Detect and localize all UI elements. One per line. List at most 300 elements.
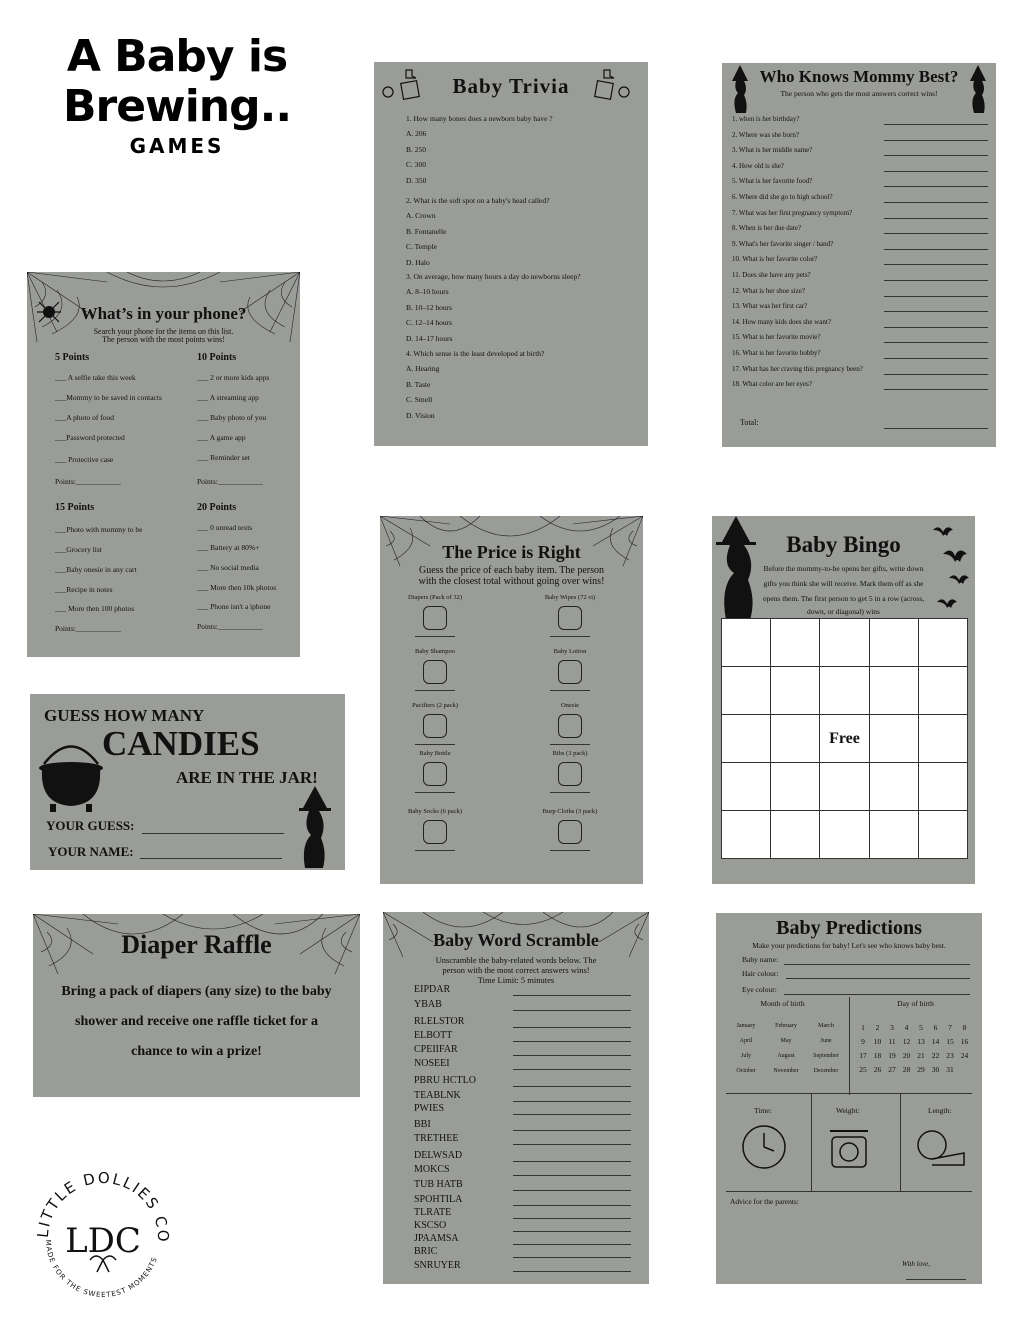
answer-line[interactable] — [884, 327, 988, 328]
logo-bottom-text: MADE FOR THE SWEETEST MOMENTS — [43, 1239, 160, 1300]
scramble-word: BBI — [414, 1119, 431, 1130]
advice-label: Advice for the parents: — [730, 1197, 799, 1206]
answer-line[interactable] — [513, 1027, 631, 1028]
trivia-question: 4. Which sense is the least developed at birth? — [406, 349, 545, 358]
price-item-label: Baby Wipes (72 ct) — [544, 594, 596, 601]
scramble-word: PBRU HCTLO — [414, 1075, 476, 1086]
list-item: ___Photo with mommy to be — [55, 525, 143, 534]
price-item-label: Baby Bottle — [419, 750, 451, 757]
answer-line[interactable] — [884, 264, 988, 265]
baby-name-input[interactable] — [784, 964, 970, 965]
raffle-card — [33, 914, 360, 1097]
list-item: ___ More then 10k photos — [197, 583, 277, 592]
raffle-line-2: shower and receive one raffle ticket for a — [75, 1014, 318, 1029]
mommy-question: 8. When is her due date? — [732, 224, 802, 233]
list-item: ___Mommy to be saved in contacts — [55, 393, 162, 402]
trivia-option[interactable]: C. Smell — [406, 395, 433, 404]
baby-item-icon — [423, 820, 447, 844]
trivia-option[interactable]: A. Hearing — [406, 364, 440, 373]
trivia-option[interactable]: D. Halo — [406, 257, 430, 267]
candies-line1: GUESS HOW MANY — [44, 706, 205, 725]
answer-line[interactable] — [513, 1041, 631, 1042]
day-option[interactable]: 6 — [933, 1023, 938, 1032]
time-label: Time: — [754, 1106, 772, 1115]
list-item: ___ No social media — [197, 563, 259, 572]
baby-item-icon — [558, 762, 582, 786]
scramble-title: Baby Word Scramble — [433, 930, 599, 950]
mommy-title: Who Knows Mommy Best? — [759, 67, 959, 86]
bingo-title: Baby Bingo — [786, 532, 901, 557]
name-input[interactable] — [140, 858, 282, 859]
weight-label: Weight: — [836, 1106, 860, 1115]
answer-line[interactable] — [884, 296, 988, 297]
bingo-card — [712, 516, 975, 884]
scramble-word: TRETHEE — [414, 1133, 459, 1144]
scramble-word: TLRATE — [414, 1207, 452, 1218]
bingo-cell[interactable] — [918, 714, 968, 763]
price-input[interactable] — [550, 744, 590, 745]
phone-group-heading: 15 Points — [55, 502, 95, 513]
mommy-question: 6. Where did she go to high school? — [732, 193, 833, 201]
answer-line[interactable] — [513, 1231, 631, 1232]
trivia-option[interactable]: D. 14–17 hours — [406, 333, 453, 343]
answer-line[interactable] — [513, 1055, 631, 1056]
answer-line[interactable] — [513, 1144, 631, 1145]
day-option[interactable]: 27 — [888, 1065, 896, 1074]
bingo-free-label: Free — [829, 730, 860, 747]
day-option[interactable]: 30 — [931, 1065, 940, 1074]
points-field[interactable]: Points:____________ — [55, 477, 121, 486]
price-item-label: Burp Cloths (3 pack) — [542, 808, 598, 815]
month-option[interactable]: March — [818, 1023, 834, 1029]
price-input[interactable] — [415, 792, 455, 793]
day-option[interactable]: 21 — [917, 1051, 925, 1060]
logo-top-text: LITTLE DOLLIES CO — [33, 1168, 173, 1244]
scramble-word: BRIC — [414, 1246, 438, 1257]
trivia-option[interactable]: B. Fontanelle — [406, 226, 447, 236]
day-option[interactable]: 5 — [919, 1023, 923, 1032]
month-option[interactable]: January — [736, 1023, 756, 1029]
day-option[interactable]: 18 — [873, 1051, 882, 1060]
witch-silhouette-icon — [297, 786, 331, 868]
list-item: ___Password protected — [55, 433, 125, 442]
month-option[interactable]: December — [813, 1068, 839, 1074]
bingo-cell[interactable] — [918, 762, 968, 811]
answer-line[interactable] — [884, 140, 988, 141]
trivia-option[interactable]: D. 350 — [406, 175, 427, 185]
bingo-cell[interactable] — [869, 810, 919, 859]
baby-item-icon — [423, 660, 447, 684]
day-option[interactable]: 4 — [904, 1023, 909, 1032]
baby-item-icon — [423, 762, 447, 786]
bingo-cell[interactable] — [721, 762, 771, 811]
scramble-word: ELBOTT — [414, 1030, 453, 1041]
phone-group-15 — [55, 502, 175, 633]
price-item-label: Baby Shampoo — [415, 648, 455, 655]
price-input[interactable] — [550, 850, 590, 851]
tape-measure-icon — [914, 1123, 970, 1169]
price-input[interactable] — [415, 850, 455, 851]
answer-line[interactable] — [513, 1161, 631, 1162]
phone-subtitle-1: Search your phone for the items on this list. — [93, 327, 234, 336]
logo — [28, 1160, 178, 1310]
answer-line[interactable] — [513, 1086, 631, 1087]
field-label: Baby name: — [742, 955, 779, 964]
points-field[interactable]: Points:____________ — [197, 622, 263, 631]
candies-line3: ARE IN THE JAR! — [176, 768, 318, 787]
mommy-question: 3. What is her middle name? — [732, 146, 813, 155]
answer-line[interactable] — [513, 1190, 631, 1191]
answer-line[interactable] — [513, 1271, 631, 1272]
bingo-cell[interactable] — [721, 714, 771, 763]
answer-line[interactable] — [884, 155, 988, 156]
trivia-option[interactable]: C. Temple — [406, 242, 437, 251]
raffle-title: Diaper Raffle — [121, 930, 272, 959]
answer-line[interactable] — [884, 249, 988, 250]
phone-group-10 — [197, 352, 297, 486]
hair-colour-input[interactable] — [786, 978, 970, 979]
scramble-word: RLELSTOR — [414, 1016, 465, 1027]
answer-line[interactable] — [884, 186, 988, 187]
answer-line[interactable] — [513, 1010, 631, 1011]
logo-seal-icon — [28, 1160, 178, 1310]
day-option[interactable]: 7 — [948, 1023, 952, 1032]
mommy-question: 11. Does she have any pets? — [732, 271, 811, 279]
answer-line[interactable] — [513, 1244, 631, 1245]
bingo-cell[interactable] — [721, 810, 771, 859]
mommy-question: 4. How old is she? — [732, 161, 784, 170]
price-item-label: Onesie — [560, 702, 580, 709]
month-option[interactable]: February — [775, 1023, 797, 1029]
scramble-word: MOKCS — [414, 1164, 450, 1175]
month-option[interactable]: April — [739, 1038, 753, 1044]
mommy-question: 9. What's her favorite singer / band? — [732, 239, 834, 248]
day-option[interactable]: 9 — [861, 1037, 865, 1046]
list-item: ___ Phone isn't a iphone — [197, 602, 271, 611]
mommy-subtitle: The person who gets the most answers correct wins! — [780, 89, 938, 98]
bingo-cell[interactable] — [770, 618, 820, 667]
answer-line[interactable] — [884, 280, 988, 281]
mommy-total: Total: — [740, 418, 759, 427]
price-input[interactable] — [550, 792, 590, 793]
scramble-word: KSCSO — [414, 1220, 447, 1231]
answer-line[interactable] — [884, 202, 988, 203]
trivia-question: 2. What is the soft spot on a baby's head called? — [406, 196, 550, 205]
phone-group-heading: 10 Points — [197, 352, 237, 363]
bingo-cell[interactable] — [819, 618, 869, 667]
answer-line[interactable] — [884, 428, 988, 429]
month-heading: Month of birth — [760, 999, 805, 1008]
price-input[interactable] — [415, 636, 455, 637]
with-love: With love, — [902, 1260, 930, 1268]
scramble-word: PWIES — [414, 1103, 444, 1114]
points-field[interactable]: Points:____________ — [55, 624, 121, 633]
day-option[interactable]: 11 — [888, 1037, 896, 1046]
list-item: ___Baby onesie in any cart — [55, 565, 137, 574]
answer-line[interactable] — [513, 1130, 631, 1131]
trivia-option[interactable]: D. Vision — [406, 410, 435, 420]
answer-line[interactable] — [513, 1101, 631, 1102]
bingo-line-2: gifts you think she will receive. Mark them off as she — [763, 579, 924, 588]
scramble-word: EIPDAR — [414, 984, 451, 995]
trivia-option[interactable]: A. Crown — [406, 211, 436, 220]
scramble-subtitle-1: Unscramble the baby-related words below. The — [435, 955, 597, 965]
trivia-question: 1. How many bones does a newborn baby have ? — [406, 114, 553, 123]
bingo-cell[interactable] — [819, 714, 869, 763]
answer-line[interactable] — [884, 233, 988, 234]
list-item: ___ A selfie take this week — [55, 373, 136, 382]
candies-card — [30, 694, 345, 870]
month-option[interactable]: July — [740, 1053, 751, 1059]
guess-input[interactable] — [142, 833, 284, 834]
length-label: Length: — [928, 1106, 952, 1115]
scramble-word: CPEIIFAR — [414, 1044, 458, 1055]
eye-colour-input[interactable] — [784, 994, 970, 995]
answer-line[interactable] — [513, 1069, 631, 1070]
bingo-grid — [721, 618, 967, 858]
list-item: ___ More then 100 photos — [55, 604, 135, 613]
day-heading: Day of birth — [897, 999, 934, 1008]
month-option[interactable]: October — [736, 1068, 756, 1074]
bingo-cell[interactable] — [721, 666, 771, 715]
bingo-cell[interactable] — [721, 618, 771, 667]
answer-line[interactable] — [884, 311, 988, 312]
baby-item-icon — [423, 714, 447, 738]
scramble-card — [383, 912, 649, 1284]
day-grid — [856, 1023, 976, 1083]
baby-item-icon — [558, 820, 582, 844]
points-field[interactable]: Points:____________ — [197, 477, 263, 486]
price-item-label: Bibs (3 pack) — [552, 750, 588, 757]
price-input[interactable] — [415, 744, 455, 745]
price-input[interactable] — [550, 636, 590, 637]
bingo-cell[interactable] — [869, 762, 919, 811]
bingo-cell[interactable] — [770, 810, 820, 859]
bingo-cell[interactable] — [918, 618, 968, 667]
bingo-cell[interactable] — [918, 810, 968, 859]
trivia-option[interactable]: B. Taste — [406, 379, 431, 389]
price-item-label: Baby Socks (6 pack) — [408, 808, 462, 815]
day-option[interactable]: 20 — [902, 1051, 911, 1060]
scramble-word: TEABLNK — [414, 1090, 461, 1101]
cauldron-icon — [36, 734, 106, 814]
guess-field-label: YOUR GUESS: — [46, 818, 135, 833]
baby-item-icon — [558, 660, 582, 684]
bingo-cell[interactable] — [869, 618, 919, 667]
phone-subtitle-2: The person with the most points wins! — [102, 335, 225, 344]
mommy-question: 12. What is her shoe size? — [732, 286, 805, 295]
bingo-cell[interactable] — [819, 762, 869, 811]
scale-icon — [826, 1123, 872, 1171]
day-option[interactable]: 22 — [931, 1051, 940, 1060]
answer-line[interactable] — [884, 358, 988, 359]
day-option[interactable]: 25 — [859, 1065, 867, 1074]
baby-item-icon — [558, 714, 582, 738]
phone-group-20 — [197, 502, 297, 631]
phone-game-card — [27, 272, 300, 657]
scramble-word: TUB HATB — [414, 1179, 463, 1190]
raffle-line-1: Bring a pack of diapers (any size) to the baby — [61, 984, 332, 999]
bingo-cell[interactable] — [869, 714, 919, 763]
scramble-word: NOSEEI — [414, 1058, 450, 1069]
trivia-option[interactable]: B. 10–12 hours — [406, 302, 453, 312]
scramble-word: DELWSAD — [414, 1150, 463, 1161]
list-item: ___ Reminder set — [197, 453, 250, 462]
price-item-label: Pacifiers (2 pack) — [412, 702, 458, 709]
scramble-subtitle-2: person with the most correct answers wins! — [442, 965, 590, 975]
day-option[interactable]: 10 — [873, 1037, 882, 1046]
answer-line[interactable] — [513, 1205, 631, 1206]
brand-title-line2: Brewing.. — [62, 81, 292, 132]
month-option[interactable]: November — [773, 1068, 799, 1074]
bingo-cell[interactable] — [869, 666, 919, 715]
trivia-option[interactable]: C. 300 — [406, 160, 427, 169]
candies-line2: CANDIES — [102, 724, 260, 763]
trivia-question: 3. On average, how many hours a day do newborns sleep? — [406, 272, 581, 281]
month-option[interactable]: May — [780, 1038, 792, 1044]
list-item: ___ Protective case — [55, 455, 114, 464]
logo-monogram: LDC — [65, 1221, 141, 1261]
day-option[interactable]: 3 — [890, 1023, 894, 1032]
mommy-question: 7. What was her first pregnancy symptom? — [732, 208, 853, 217]
phone-group-heading: 5 Points — [55, 352, 90, 363]
mommy-question: 16. What is her favorite hobby? — [732, 349, 821, 357]
answer-line[interactable] — [884, 374, 988, 375]
day-option[interactable]: 16 — [960, 1037, 969, 1046]
answer-line[interactable] — [884, 342, 988, 343]
mommy-question: 5. What is her favorite food? — [732, 177, 813, 186]
phone-title: What’s in your phone? — [80, 304, 247, 323]
predictions-card — [716, 913, 982, 1284]
baby-item-icon — [558, 606, 582, 630]
name-field-label: YOUR NAME: — [48, 844, 134, 859]
answer-line[interactable] — [513, 995, 631, 996]
day-option[interactable]: 8 — [962, 1023, 967, 1032]
price-input[interactable] — [415, 690, 455, 691]
mommy-question: 2. Where was she born? — [732, 130, 799, 139]
predictions-title: Baby Predictions — [776, 917, 922, 939]
brand-title — [62, 32, 292, 158]
bingo-cell[interactable] — [918, 666, 968, 715]
scramble-word: JPAAMSA — [414, 1233, 459, 1244]
bingo-cell[interactable] — [770, 666, 820, 715]
field-label: Hair colour: — [742, 969, 779, 978]
mommy-question: 15. What is her favorite movie? — [732, 333, 821, 342]
day-option[interactable]: 26 — [873, 1065, 882, 1074]
phone-group-heading: 20 Points — [197, 502, 237, 513]
day-option[interactable]: 31 — [946, 1065, 954, 1074]
month-option[interactable]: August — [777, 1053, 795, 1059]
scramble-word: YBAB — [414, 999, 442, 1010]
day-option[interactable]: 1 — [861, 1023, 865, 1032]
mommy-question: 10. What is her favorite color? — [732, 255, 818, 264]
day-option[interactable]: 19 — [888, 1051, 896, 1060]
scramble-subtitle-3: Time Limit: 5 minutes — [477, 975, 555, 985]
month-grid — [726, 1023, 846, 1083]
answer-line[interactable] — [884, 124, 988, 125]
day-option[interactable]: 2 — [875, 1023, 880, 1032]
bingo-cell[interactable] — [819, 666, 869, 715]
answer-line[interactable] — [513, 1114, 631, 1115]
mommy-question: 17. What has her craving this pregnancy been? — [732, 364, 863, 373]
list-item: ___ A game app — [197, 433, 246, 442]
list-item: ___ A streaming app — [197, 393, 259, 402]
trivia-option[interactable]: A. 8–10 hours — [406, 287, 449, 296]
answer-line[interactable] — [513, 1218, 631, 1219]
field-label: Eye colour: — [742, 985, 777, 994]
clock-icon — [740, 1123, 788, 1171]
scramble-word: SPOHTILA — [414, 1194, 463, 1205]
list-item: ___ Baby photo of you — [197, 413, 267, 422]
price-subtitle-2: with the closest total without going over wins! — [418, 576, 605, 587]
price-title: The Price is Right — [442, 542, 581, 562]
trivia-title: Baby Trivia — [452, 74, 570, 98]
list-item: ___ Battery at 80%+ — [197, 543, 260, 552]
trivia-option[interactable]: C. 12–14 hours — [406, 318, 453, 327]
mommy-question: 14. How many kids does she want? — [732, 317, 831, 326]
predictions-subtitle: Make your predictions for baby! Let's see who knows baby best. — [752, 941, 946, 950]
bingo-cell[interactable] — [819, 810, 869, 859]
day-option[interactable]: 28 — [902, 1065, 911, 1074]
answer-line[interactable] — [884, 218, 988, 219]
price-item-label: Diapers (Pack of 32) — [408, 594, 462, 601]
trivia-option[interactable]: A. 206 — [406, 129, 427, 138]
brand-title-line1: A Baby is — [66, 31, 288, 82]
month-option[interactable]: June — [820, 1038, 832, 1044]
day-option[interactable]: 24 — [960, 1051, 969, 1060]
trivia-option[interactable]: B. 250 — [406, 144, 427, 154]
bingo-line-1: Before the mommy-to-be opens her gifts, write down — [763, 564, 924, 573]
price-subtitle-1: Guess the price of each baby item. The person — [418, 565, 605, 576]
price-item-label: Baby Lotion — [553, 648, 587, 655]
bingo-cell[interactable] — [770, 762, 820, 811]
list-item: ___Recipe in notes — [55, 585, 113, 594]
mommy-card — [722, 63, 996, 447]
trivia-card — [374, 62, 648, 446]
answer-line[interactable] — [513, 1175, 631, 1176]
month-option[interactable]: September — [813, 1053, 839, 1059]
raffle-line-3: chance to win a prize! — [131, 1044, 262, 1059]
mommy-question: 18. What color are her eyes? — [732, 380, 812, 389]
bingo-line-3: opens them. The first person to get 5 in a row (across, — [762, 594, 925, 603]
list-item: ___ 2 or more kids apps — [197, 373, 270, 382]
mommy-question: 13. What was her first car? — [732, 302, 808, 311]
brand-subtitle: GAMES — [129, 134, 225, 158]
day-option[interactable]: 12 — [902, 1037, 911, 1046]
bingo-cell[interactable] — [770, 714, 820, 763]
signature-line[interactable] — [906, 1279, 966, 1280]
list-item: ___ 0 unread texts — [197, 523, 253, 532]
answer-line[interactable] — [884, 389, 988, 390]
answer-line[interactable] — [884, 171, 988, 172]
price-input[interactable] — [550, 690, 590, 691]
day-option[interactable]: 17 — [859, 1051, 867, 1060]
list-item: ___Grocery list — [55, 545, 102, 554]
day-option[interactable]: 29 — [917, 1065, 925, 1074]
scramble-word: SNRUYER — [414, 1260, 461, 1271]
day-option[interactable]: 14 — [931, 1037, 940, 1046]
day-option[interactable]: 15 — [946, 1037, 954, 1046]
mommy-question: 1. when is her birthday? — [732, 115, 800, 123]
list-item: ___A photo of food — [55, 413, 114, 422]
answer-line[interactable] — [513, 1257, 631, 1258]
day-option[interactable]: 13 — [917, 1037, 925, 1046]
baby-item-icon — [423, 606, 447, 630]
bingo-line-4: down, or diagonal) wins — [807, 607, 880, 616]
day-option[interactable]: 23 — [946, 1051, 954, 1060]
phone-group-5 — [55, 352, 175, 486]
price-card — [380, 516, 643, 884]
